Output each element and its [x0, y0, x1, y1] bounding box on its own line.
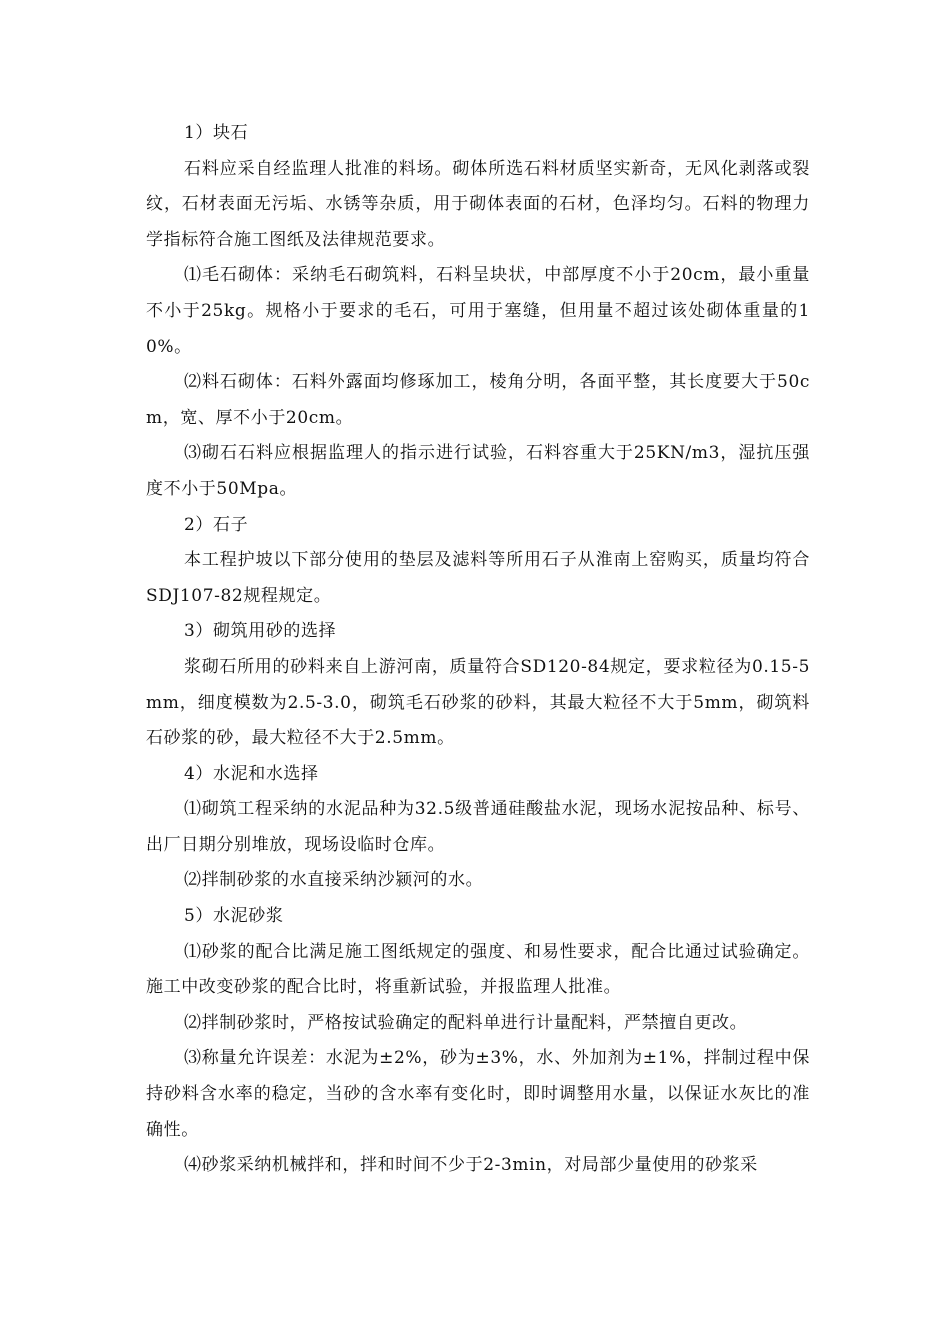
paragraph-water-source: ⑵拌制砂浆的水直接采纳沙颍河的水。: [184, 870, 484, 891]
section-heading-gravel: 2）石子: [184, 514, 249, 535]
paragraph-mortar-mixing: ⑷砂浆采纳机械拌和，拌和时间不少于2-3min，对局部少量使用的砂浆采: [184, 1155, 758, 1176]
document-body: [146, 116, 810, 1184]
section-heading-cement-water: 4）水泥和水选择: [184, 763, 319, 784]
paragraph-gravel-source: 本工程护坡以下部分使用的垫层及滤料等所用石子从淮南上窑购买，质量均符合SDJ107-82规程规定。: [146, 550, 810, 606]
section-heading-mortar: 5）水泥砂浆: [184, 906, 284, 927]
section-heading-sand: 3）砌筑用砂的选择: [184, 621, 337, 642]
paragraph-rubble-masonry: ⑴毛石砌体：采纳毛石砌筑料，石料呈块状，中部厚度不小于20cm，最小重量不小于25kg。规格小于要求的毛石，可用于塞缝，但用量不超过该处砌体重量的10%。: [146, 265, 810, 357]
paragraph-stone-testing: ⑶砌石石料应根据监理人的指示进行试验，石料容重大于25KN/m3，湿抗压强度不小于50Mpa。: [146, 443, 810, 499]
paragraph-mortar-batching: ⑵拌制砂浆时，严格按试验确定的配料单进行计量配料，严禁擅自更改。: [184, 1012, 748, 1033]
paragraph-stone-source: 石料应采自经监理人批准的料场。砌体所选石料材质坚实新奇，无风化剥落或裂纹，石材表面无污垢、水锈等杂质，用于砌体表面的石材，色泽均匀。石料的物理力学指标符合施工图纸及法律规范要求。: [146, 158, 810, 250]
paragraph-mortar-mix-ratio: ⑴砂浆的配合比满足施工图纸规定的强度、和易性要求，配合比通过试验确定。施工中改变砂浆的配合比时，将重新试验，并报监理人批准。: [146, 941, 810, 998]
paragraph-sand-spec: 浆砌石所用的砂料来自上游河南，质量符合SD120-84规定，要求粒径为0.15-5mm，细度模数为2.5-3.0，砌筑毛石砂浆的砂料，其最大粒径不大于5mm，砌筑料石砂浆的砂，最大粒径不大于2.5mm。: [146, 656, 810, 749]
section-heading-block-stone: 1）块石: [184, 123, 249, 143]
paragraph-ashlar-masonry: ⑵料石砌体：石料外露面均修琢加工，棱角分明，各面平整，其长度要大于50cm，宽、厚不小于20cm。: [146, 372, 810, 428]
paragraph-weighing-tolerance: ⑶称量允许误差：水泥为±2%，砂为±3%，水、外加剂为±1%，拌制过程中保持砂料含水率的稳定，当砂的含水率有变化时，即时调整用水量，以保证水灰比的准确性。: [146, 1048, 810, 1140]
paragraph-cement-spec: ⑴砌筑工程采纳的水泥品种为32.5级普通硅酸盐水泥，现场水泥按品种、标号、出厂日期分别堆放，现场设临时仓库。: [146, 799, 810, 855]
